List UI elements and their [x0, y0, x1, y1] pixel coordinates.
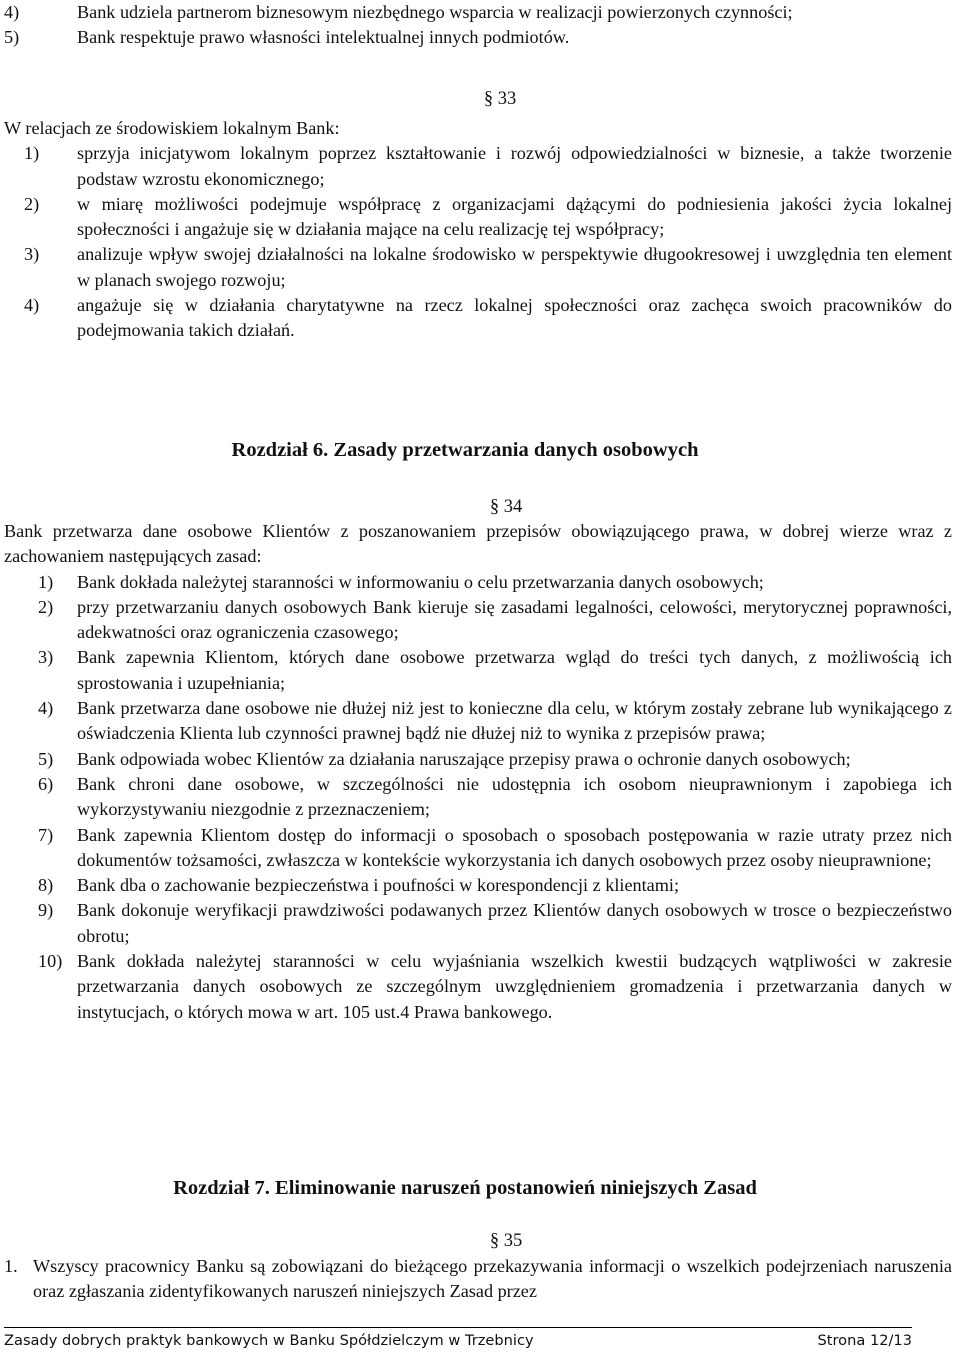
item-number: 2) — [38, 596, 54, 617]
page-number: Strona 12/13 — [817, 1332, 912, 1349]
item-number: 1) — [38, 571, 54, 592]
item-text: w miarę możliwości podejmuje współpracę z organizacjami dążącymi do podniesienia jakości życia lokalnej społeczności i angażuje się w działania mające na celu realizację tej współpracy; — [77, 193, 952, 240]
item-number: 5) — [38, 748, 54, 769]
item-text: Bank przetwarza dane osobowe nie dłużej niż jest to konieczne dla celu, w którym zostały zebrane lub wynikającego z oświadczenia Klienta lub czynności prawnej bądź nie dłużej niż to wynika z przepisów prawa; — [77, 698, 952, 744]
list-item — [4, 570, 952, 595]
item-number: 10) — [38, 951, 63, 972]
item-number: 1. — [4, 1256, 18, 1276]
item-number: 3) — [38, 647, 54, 668]
list-item — [4, 949, 952, 1025]
item-text: Bank zapewnia Klientom dostęp do informacji o sposobach o sposobach postępowania w razie utraty przez nich dokumentów tożsamości, zwłaszcza w kontekście wykorzystania ich danych osobowych przez osoby nieuprawnione; — [77, 824, 952, 870]
item-text: sprzyja inicjatywom lokalnym poprzez kształtowanie i rozwój odpowiedzialności w biznesie, a także tworzenie podstaw wzrostu ekonomicznego; — [77, 143, 952, 189]
list-item — [4, 141, 952, 192]
list-item — [4, 823, 952, 874]
list-item — [4, 242, 952, 293]
section-34 — [4, 519, 952, 1025]
section-34-label: § 34 — [489, 497, 523, 517]
item-number: 8) — [38, 875, 54, 896]
item-text: przy przetwarzaniu danych osobowych Bank kieruje się zasadami legalności, celowości, merytorycznej poprawności, adekwatności oraz ograniczenia czasowego; — [77, 596, 952, 643]
section-intro: W relacjach ze środowiskiem lokalnym Bank: — [4, 118, 340, 138]
chapter-7-heading: Rozdział 7. Eliminowanie naruszeń postanowień niniejszych Zasad — [173, 1177, 757, 1199]
item-text: Wszyscy pracownicy Banku są zobowiązani do bieżącego przekazywania informacji o wszelkich podejrzeniach naruszenia oraz zgłaszania zidentyfikowanych naruszeń niniejszych Zasad przez — [33, 1256, 952, 1302]
item-text: Bank dokłada należytej staranności w informowaniu o celu przetwarzania danych osobowych; — [77, 571, 764, 592]
item-text: angażuje się w działania charytatywne na rzecz lokalnej społeczności oraz zachęca swoich pracowników do podejmowania takich działań. — [77, 295, 952, 341]
item-number: 4) — [38, 698, 54, 719]
section-33-label: § 33 — [483, 89, 517, 109]
footer-title: Zasady dobrych praktyk bankowych w Banku Spółdzielczym w Trzebnicy — [4, 1332, 534, 1349]
item-number: 4) — [24, 295, 40, 316]
list-item — [4, 1254, 952, 1305]
item-text: analizuje wpływ swojej działalności na lokalne środowisko w perspektywie długookresowej i uwzględnia ten element w planach swojego rozwoju; — [77, 244, 952, 290]
item-number: 2) — [24, 193, 40, 214]
item-text: Bank chroni dane osobowe, w szczególności nie udostępnia ich osobom nieuprawnionym i zapobiega ich wykorzystywaniu niezgodnie z przeznaczeniem; — [77, 773, 952, 820]
list-item — [4, 696, 952, 747]
item-text: Bank dba o zachowanie bezpieczeństwa i poufności w korespondencji z klientami; — [77, 875, 679, 896]
section-35-label: § 35 — [489, 1231, 523, 1251]
list-item — [4, 645, 952, 696]
list-item — [4, 192, 952, 243]
list-item — [4, 772, 952, 823]
item-number: 4) — [4, 2, 20, 22]
item-number: 3) — [24, 244, 40, 265]
item-text: Bank udziela partnerom biznesowym niezbędnego wsparcia w realizacji powierzonych czynności; — [77, 2, 793, 22]
list-item — [4, 898, 952, 949]
item-text: Bank respektuje prawo własności intelektualnej innych podmiotów. — [77, 27, 570, 48]
list-item — [4, 595, 952, 646]
item-text: Bank dokonuje weryfikacji prawdziwości podawanych przez Klientów danych osobowych w trosce o bezpieczeństwo obrotu; — [77, 900, 952, 946]
list-item — [4, 747, 952, 772]
item-number: 5) — [4, 27, 20, 48]
chapter-6-heading: Rozdział 6. Zasady przetwarzania danych osobowych — [231, 439, 699, 461]
section-35 — [4, 1254, 952, 1305]
section-33 — [4, 116, 952, 344]
list-item — [4, 293, 952, 344]
item-number: 6) — [38, 773, 54, 794]
item-number: 7) — [38, 824, 54, 845]
list-item — [4, 873, 952, 898]
item-number: 9) — [38, 900, 54, 921]
list-item — [4, 0, 952, 25]
item-text: Bank odpowiada wobec Klientów za działania naruszające przepisy prawa o ochronie danych osobowych; — [77, 748, 851, 769]
section-intro: Bank przetwarza dane osobowe Klientów z poszanowaniem przepisów obowiązującego prawa, w dobrej wierze wraz z zachowaniem następujących zasad: — [4, 521, 952, 567]
top-list — [4, 0, 952, 51]
item-text: Bank zapewnia Klientom, których dane osobowe przetwarza wgląd do treści tych danych, z możliwością ich sprostowania i uzupełniania; — [77, 647, 952, 693]
list-item — [4, 25, 952, 50]
page-footer — [4, 1327, 912, 1349]
item-text: Bank dokłada należytej staranności w celu wyjaśniania wszelkich kwestii budzących wątpliwości w zakresie przetwarzania danych osobowych ze szczególnym uwzględnieniem gromadzenia i przetwarzania danych w instytucjach, o których mowa w art. 105 ust.4 Prawa bankowego. — [77, 951, 952, 1022]
item-number: 1) — [24, 143, 40, 164]
